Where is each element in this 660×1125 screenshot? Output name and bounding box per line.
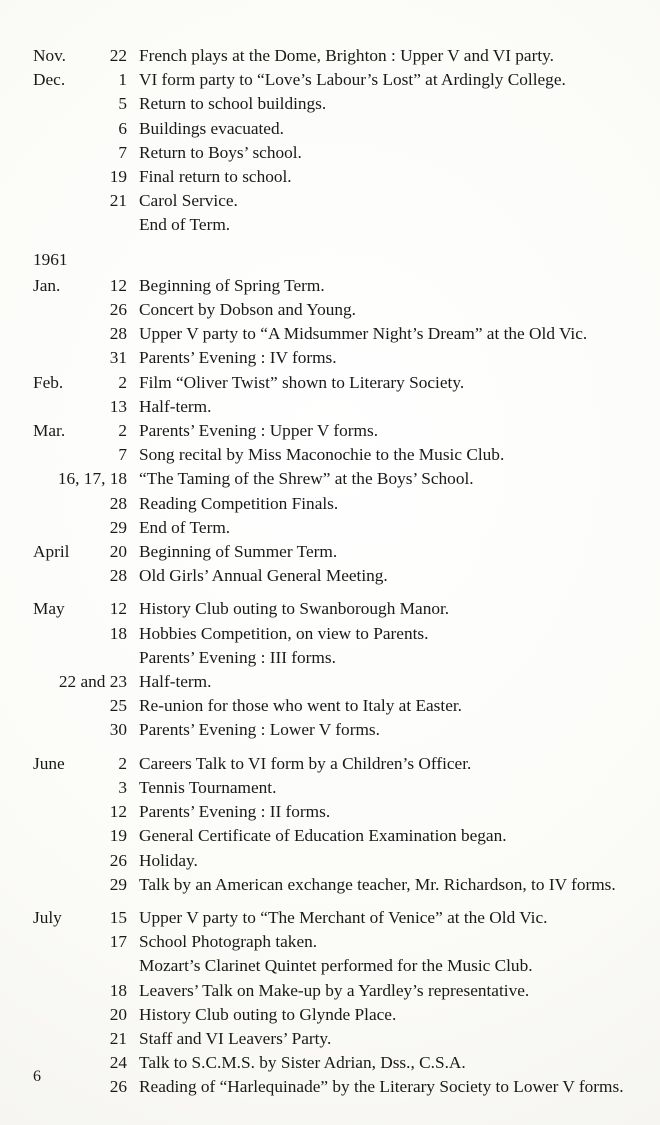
calendar-entry-row xyxy=(33,1051,633,1075)
entry-description-cell xyxy=(127,419,633,443)
entry-description-cell xyxy=(127,1051,633,1075)
entry-month xyxy=(33,213,85,237)
entry-description: Talk by an American exchange teacher, Mr. Richardson, to IV forms. xyxy=(139,874,616,894)
calendar-entry-row xyxy=(33,346,633,370)
entry-month: Nov. xyxy=(33,46,66,65)
entry-month xyxy=(33,298,85,322)
entry-month xyxy=(33,117,85,141)
entry-description: Half-term. xyxy=(139,396,212,416)
entry-day: 19 xyxy=(109,167,127,187)
calendar-entry-row xyxy=(33,443,633,467)
entry-description: French plays at the Dome, Brighton : Upper V and VI party. xyxy=(139,46,554,65)
calendar-entry-row xyxy=(33,141,633,165)
entry-day: 1 xyxy=(118,70,127,90)
year-heading-row xyxy=(33,238,633,274)
entry-description: Re-union for those who went to Italy at Easter. xyxy=(139,696,462,716)
entry-day: 26 xyxy=(109,1077,127,1097)
calendar-entry-row xyxy=(33,718,633,742)
entry-description-cell xyxy=(127,743,633,776)
entry-day: 2 xyxy=(118,753,127,773)
entry-description-cell xyxy=(127,213,633,237)
entry-day: 22 xyxy=(109,46,127,65)
entry-description-cell xyxy=(127,395,633,419)
entry-description: Concert by Dobson and Young. xyxy=(139,300,356,320)
calendar-entry-row xyxy=(33,395,633,419)
entry-description: School Photograph taken. xyxy=(139,932,318,952)
entry-day xyxy=(85,646,127,670)
entry-description-cell xyxy=(127,1075,633,1099)
calendar-body xyxy=(33,44,633,1100)
entry-month xyxy=(33,516,85,540)
page-number: 6 xyxy=(33,1068,41,1085)
entry-month xyxy=(33,930,85,954)
entry-day: 2 xyxy=(118,372,127,392)
entry-day xyxy=(85,954,127,978)
entry-month: Jan. xyxy=(33,275,61,295)
calendar-entry-row xyxy=(33,564,633,588)
entry-month xyxy=(33,322,85,346)
calendar-entry-row xyxy=(33,954,633,978)
entry-month xyxy=(33,694,85,718)
entry-day: 3 xyxy=(118,777,127,797)
entry-description-cell xyxy=(127,68,633,92)
calendar-entry-row xyxy=(33,873,633,897)
entry-day: 15 xyxy=(109,907,127,927)
entry-description-cell xyxy=(127,873,633,897)
entry-day: 12 xyxy=(109,599,127,619)
entry-description-cell xyxy=(127,979,633,1003)
entry-description-cell xyxy=(127,849,633,873)
entry-description: Reading Competition Finals. xyxy=(139,493,339,513)
calendar-entry-row xyxy=(33,322,633,346)
entry-description-cell xyxy=(127,897,633,930)
calendar-entry-row xyxy=(33,44,633,68)
entry-month xyxy=(33,564,85,588)
calendar-entry-row xyxy=(33,670,633,694)
entry-description: General Certificate of Education Examination began. xyxy=(139,826,507,846)
entry-description-cell xyxy=(127,540,633,564)
entry-month: July xyxy=(33,907,62,927)
entry-description: Parents’ Evening : Lower V forms. xyxy=(139,720,380,740)
calendar-entry-row xyxy=(33,68,633,92)
entry-description: Leavers’ Talk on Make-up by a Yardley’s representative. xyxy=(139,980,530,1000)
entry-month xyxy=(33,954,85,978)
calendar-entry-row xyxy=(33,776,633,800)
entry-month xyxy=(33,800,85,824)
entry-description: Upper V party to “The Merchant of Venice” at the Old Vic. xyxy=(139,907,548,927)
calendar-entry-row xyxy=(33,92,633,116)
entry-month: Mar. xyxy=(33,421,66,441)
entry-day: 26 xyxy=(109,850,127,870)
entry-month xyxy=(33,718,85,742)
year-heading: 1961 xyxy=(33,249,68,269)
entry-description-cell xyxy=(127,371,633,395)
entry-description-cell xyxy=(127,930,633,954)
entry-description-cell xyxy=(127,165,633,189)
entry-month xyxy=(33,492,85,516)
entry-description: Film “Oliver Twist” shown to Literary Society. xyxy=(139,372,465,392)
entry-day: 20 xyxy=(109,542,127,562)
entry-description: Parents’ Evening : II forms. xyxy=(139,802,331,822)
calendar-entry-row xyxy=(33,800,633,824)
entry-description-cell xyxy=(127,622,633,646)
entry-description: History Club outing to Glynde Place. xyxy=(139,1004,397,1024)
calendar-entry-row xyxy=(33,979,633,1003)
entry-month: Feb. xyxy=(33,372,64,392)
entry-day: 6 xyxy=(118,118,127,138)
calendar-entry-row xyxy=(33,213,633,237)
calendar-entry-row xyxy=(33,743,633,776)
entry-description-cell xyxy=(127,117,633,141)
entry-description: “The Taming of the Shrew” at the Boys’ School. xyxy=(139,469,474,489)
calendar-entry-row xyxy=(33,540,633,564)
entry-day: 20 xyxy=(109,1004,127,1024)
entry-description: Holiday. xyxy=(139,850,198,870)
entry-month xyxy=(33,443,85,467)
entry-description-cell xyxy=(127,1003,633,1027)
entry-description: Song recital by Miss Maconochie to the Music Club. xyxy=(139,445,505,465)
entry-description-cell xyxy=(127,824,633,848)
entry-day: 21 xyxy=(109,191,127,211)
calendar-entry-row xyxy=(33,492,633,516)
entry-day: 28 xyxy=(109,566,127,586)
entry-description-cell xyxy=(127,588,633,621)
entry-day: 13 xyxy=(109,396,127,416)
calendar-entry-row xyxy=(33,117,633,141)
entry-description: Mozart’s Clarinet Quintet performed for the Music Club. xyxy=(139,956,533,976)
entry-description-cell xyxy=(127,274,633,298)
entry-month: Dec. xyxy=(33,70,66,90)
entry-description: Final return to school. xyxy=(139,167,292,187)
calendar-entry-row xyxy=(33,165,633,189)
entry-day: 12 xyxy=(109,275,127,295)
entry-day: 28 xyxy=(109,493,127,513)
entry-description: End of Term. xyxy=(139,215,231,235)
entry-month xyxy=(33,873,85,897)
calendar-entry-row xyxy=(33,622,633,646)
entry-description-cell xyxy=(127,443,633,467)
entry-description: Parents’ Evening : III forms. xyxy=(139,647,336,667)
entry-description-cell xyxy=(127,564,633,588)
entry-day: 24 xyxy=(109,1053,127,1073)
entry-description: Buildings evacuated. xyxy=(139,118,284,138)
entry-description-cell xyxy=(127,492,633,516)
entry-description: Beginning of Spring Term. xyxy=(139,275,325,295)
entry-description: Half-term. xyxy=(139,672,212,692)
calendar-entry-row xyxy=(33,930,633,954)
entry-month xyxy=(33,141,85,165)
calendar-entry-row xyxy=(33,1003,633,1027)
entry-description-cell xyxy=(127,776,633,800)
entry-month: May xyxy=(33,599,65,619)
entry-description: Upper V party to “A Midsummer Night’s Dream” at the Old Vic. xyxy=(139,324,588,344)
entry-description-cell xyxy=(127,718,633,742)
calendar-entry-row xyxy=(33,274,633,298)
entry-description-cell xyxy=(127,800,633,824)
calendar-entry-row xyxy=(33,467,633,491)
entry-description: Return to school buildings. xyxy=(139,94,327,114)
entry-description: Staff and VI Leavers’ Party. xyxy=(139,1028,332,1048)
calendar-entry-row xyxy=(33,371,633,395)
entry-month xyxy=(33,776,85,800)
calendar-entry-row xyxy=(33,516,633,540)
calendar-table xyxy=(33,44,633,1100)
calendar-entry-row xyxy=(33,646,633,670)
entry-day: 28 xyxy=(109,324,127,344)
entry-description: Hobbies Competition, on view to Parents. xyxy=(139,623,429,643)
entry-description-cell xyxy=(127,346,633,370)
entry-month xyxy=(33,165,85,189)
calendar-entry-row xyxy=(33,189,633,213)
entry-description-cell xyxy=(127,1027,633,1051)
entry-day: 19 xyxy=(109,826,127,846)
entry-description-cell xyxy=(127,298,633,322)
entry-day: 17 xyxy=(109,932,127,952)
calendar-entry-row xyxy=(33,588,633,621)
entry-description: Return to Boys’ school. xyxy=(139,142,302,162)
entry-day: 30 xyxy=(109,720,127,740)
entry-month: April xyxy=(33,542,70,562)
entry-description: Parents’ Evening : IV forms. xyxy=(139,348,337,368)
entry-description: Parents’ Evening : Upper V forms. xyxy=(139,421,379,441)
entry-day: 22 and 23 xyxy=(58,672,127,692)
entry-month xyxy=(33,646,85,670)
entry-month xyxy=(33,92,85,116)
entry-description: Old Girls’ Annual General Meeting. xyxy=(139,566,388,586)
calendar-entry-row xyxy=(33,1027,633,1051)
entry-description: Tennis Tournament. xyxy=(139,777,277,797)
entry-month xyxy=(33,189,85,213)
entry-description-cell xyxy=(127,44,633,68)
calendar-entry-row xyxy=(33,1075,633,1099)
calendar-content xyxy=(0,44,660,1100)
entry-day: 21 xyxy=(109,1028,127,1048)
entry-day: 25 xyxy=(109,696,127,716)
calendar-entry-row xyxy=(33,419,633,443)
entry-month xyxy=(33,849,85,873)
entry-description-cell xyxy=(127,92,633,116)
entry-description-cell xyxy=(127,646,633,670)
entry-month xyxy=(33,395,85,419)
entry-month xyxy=(33,979,85,1003)
entry-description: Reading of “Harlequinade” by the Literary Society to Lower V forms. xyxy=(139,1077,624,1097)
entry-description: VI form party to “Love’s Labour’s Lost” at Ardingly College. xyxy=(139,70,566,90)
entry-day: 31 xyxy=(109,348,127,368)
entry-day: 12 xyxy=(109,802,127,822)
entry-day: 2 xyxy=(118,421,127,441)
entry-day: 26 xyxy=(109,300,127,320)
entry-month xyxy=(33,1027,85,1051)
entry-description: Beginning of Summer Term. xyxy=(139,542,338,562)
entry-day: 16, 17, 18 xyxy=(57,469,127,489)
entry-description: History Club outing to Swanborough Manor. xyxy=(139,599,450,619)
entry-month xyxy=(33,824,85,848)
calendar-entry-row xyxy=(33,298,633,322)
entry-description-cell xyxy=(127,516,633,540)
entry-day: 18 xyxy=(109,980,127,1000)
entry-month: June xyxy=(33,753,65,773)
entry-month xyxy=(33,622,85,646)
entry-description-cell xyxy=(127,467,633,491)
entry-description-cell xyxy=(127,694,633,718)
entry-day: 7 xyxy=(118,445,127,465)
entry-description: End of Term. xyxy=(139,517,231,537)
entry-description: Talk to S.C.M.S. by Sister Adrian, Dss., C.S.A. xyxy=(139,1053,466,1073)
calendar-entry-row xyxy=(33,897,633,930)
calendar-entry-row xyxy=(33,824,633,848)
entry-description-cell xyxy=(127,670,633,694)
entry-description-cell xyxy=(127,141,633,165)
entry-description-cell xyxy=(127,954,633,978)
entry-description-cell xyxy=(127,189,633,213)
entry-day: 29 xyxy=(109,517,127,537)
entry-day: 29 xyxy=(109,874,127,894)
entry-description: Careers Talk to VI form by a Children’s Officer. xyxy=(139,753,472,773)
calendar-entry-row xyxy=(33,849,633,873)
entry-day xyxy=(85,213,127,237)
entry-month xyxy=(33,1003,85,1027)
calendar-entry-row xyxy=(33,694,633,718)
entry-day: 7 xyxy=(118,142,127,162)
entry-day: 5 xyxy=(118,94,127,114)
entry-day: 18 xyxy=(109,623,127,643)
entry-month xyxy=(33,346,85,370)
entry-description: Carol Service. xyxy=(139,191,238,211)
entry-description-cell xyxy=(127,322,633,346)
